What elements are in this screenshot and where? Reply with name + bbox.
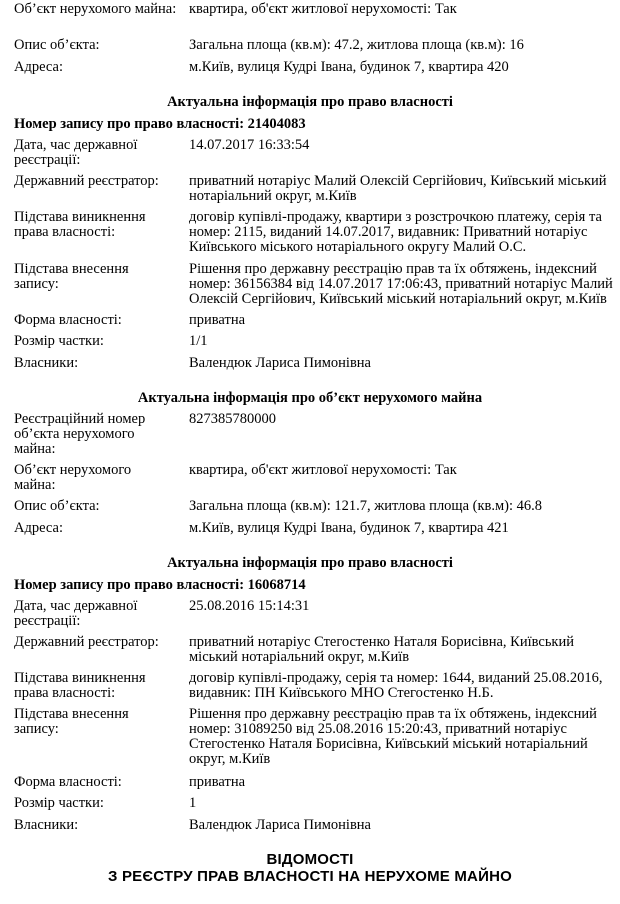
ownership-form-label: Форма власності: <box>14 312 122 328</box>
ownership-section-heading: Актуальна інформація про право власності <box>167 94 453 110</box>
ownership-basis-label: Підстава виникнення права власності: <box>14 209 146 240</box>
entry-basis-value: Рішення про державну реєстрацію прав та їх обтяжень, індексний номер: 36156384 від 14.07.2017 17:06:43, приватний нотаріус Малий Олексій Сергійович, Київський міський нотаріальний округ, м.Київ <box>189 261 613 307</box>
object-regnum-label: Реєстраційний номер об’єкта нерухомого майна: <box>14 411 146 457</box>
object-description-value: Загальна площа (кв.м): 47.2, житлова площа (кв.м): 16 <box>189 37 524 53</box>
owners-label: Власники: <box>14 355 79 371</box>
object-type-value: квартира, об'єкт житлової нерухомості: Так <box>189 1 457 17</box>
ownership2-basis-label: Підстава виникнення права власності: <box>14 670 146 701</box>
ownership-record-number: Номер запису про право власності: 21404083 <box>14 116 306 132</box>
registrar-value: приватний нотаріус Малий Олексій Сергійович, Київський міський нотаріальний округ, м.Київ <box>189 173 607 204</box>
entry-basis-label: Підстава внесення запису: <box>14 261 129 292</box>
registrar-label: Державний реєстратор: <box>14 173 159 189</box>
ownership-basis-value: договір купівлі-продажу, квартири з розстрочкою платежу, серія та номер: 2115, виданий 14.07.2017, видавник: Приватний нотаріус Київського міського нотаріального округу Малий О.С. <box>189 209 602 255</box>
registration-date-label: Дата, час державної реєстрації: <box>14 137 138 168</box>
share-size-label: Розмір частки: <box>14 333 104 349</box>
entry2-basis-value: Рішення про державну реєстрацію прав та їх обтяжень, індексний номер: 31089250 від 25.08.2016 15:20:43, приватний нотаріус Стегостенко Наталя Борисівна, Київський міський нотаріальний округ, м.Київ <box>189 706 597 767</box>
share2-size-value: 1 <box>189 795 197 811</box>
object-address-label: Адреса: <box>14 59 63 75</box>
entry2-basis-label: Підстава внесення запису: <box>14 706 129 737</box>
object-description-label: Опис об’єкта: <box>14 37 100 53</box>
share-size-value: 1/1 <box>189 333 208 349</box>
object2-address-label: Адреса: <box>14 520 63 536</box>
registration2-date-value: 25.08.2016 15:14:31 <box>189 598 310 614</box>
owners-value: Валендюк Лариса Пимонівна <box>189 355 371 371</box>
ownership2-form-value: приватна <box>189 774 246 790</box>
object2-address-value: м.Київ, вулиця Кудрі Івана, будинок 7, квартира 421 <box>189 520 509 536</box>
object2-type-value: квартира, об'єкт житлової нерухомості: Так <box>189 462 457 478</box>
ownership2-record-number: Номер запису про право власності: 16068714 <box>14 577 306 593</box>
ownership2-section-heading: Актуальна інформація про право власності <box>167 555 453 571</box>
object2-type-label: Об’єкт нерухомого майна: <box>14 462 132 493</box>
register-title-line2: З РЕЄСТРУ ПРАВ ВЛАСНОСТІ НА НЕРУХОМЕ МАЙНО <box>108 868 512 885</box>
object2-description-label: Опис об’єкта: <box>14 498 100 514</box>
register-title-line1: ВІДОМОСТІ <box>266 851 354 868</box>
ownership-form-value: приватна <box>189 312 246 328</box>
registration2-date-label: Дата, час державної реєстрації: <box>14 598 138 629</box>
object-address-value: м.Київ, вулиця Кудрі Івана, будинок 7, квартира 420 <box>189 59 509 75</box>
share2-size-label: Розмір частки: <box>14 795 104 811</box>
owners2-value: Валендюк Лариса Пимонівна <box>189 817 371 833</box>
ownership2-basis-value: договір купівлі-продажу, серія та номер: 1644, виданий 25.08.2016, видавник: ПН Київського МНО Стегостенко Н.Б. <box>189 670 603 701</box>
object2-description-value: Загальна площа (кв.м): 121.7, житлова площа (кв.м): 46.8 <box>189 498 543 514</box>
registrar2-value: приватний нотаріус Стегостенко Наталя Борисівна, Київський міський нотаріальний округ, м.Київ <box>189 634 575 665</box>
registration-date-value: 14.07.2017 16:33:54 <box>189 137 310 153</box>
registrar2-label: Державний реєстратор: <box>14 634 159 650</box>
owners2-label: Власники: <box>14 817 79 833</box>
object-regnum-value: 827385780000 <box>189 411 276 427</box>
object-section-heading: Актуальна інформація про об’єкт нерухомого майна <box>137 390 483 406</box>
object-type-label: Об’єкт нерухомого майна: <box>14 1 177 17</box>
ownership2-form-label: Форма власності: <box>14 774 122 790</box>
